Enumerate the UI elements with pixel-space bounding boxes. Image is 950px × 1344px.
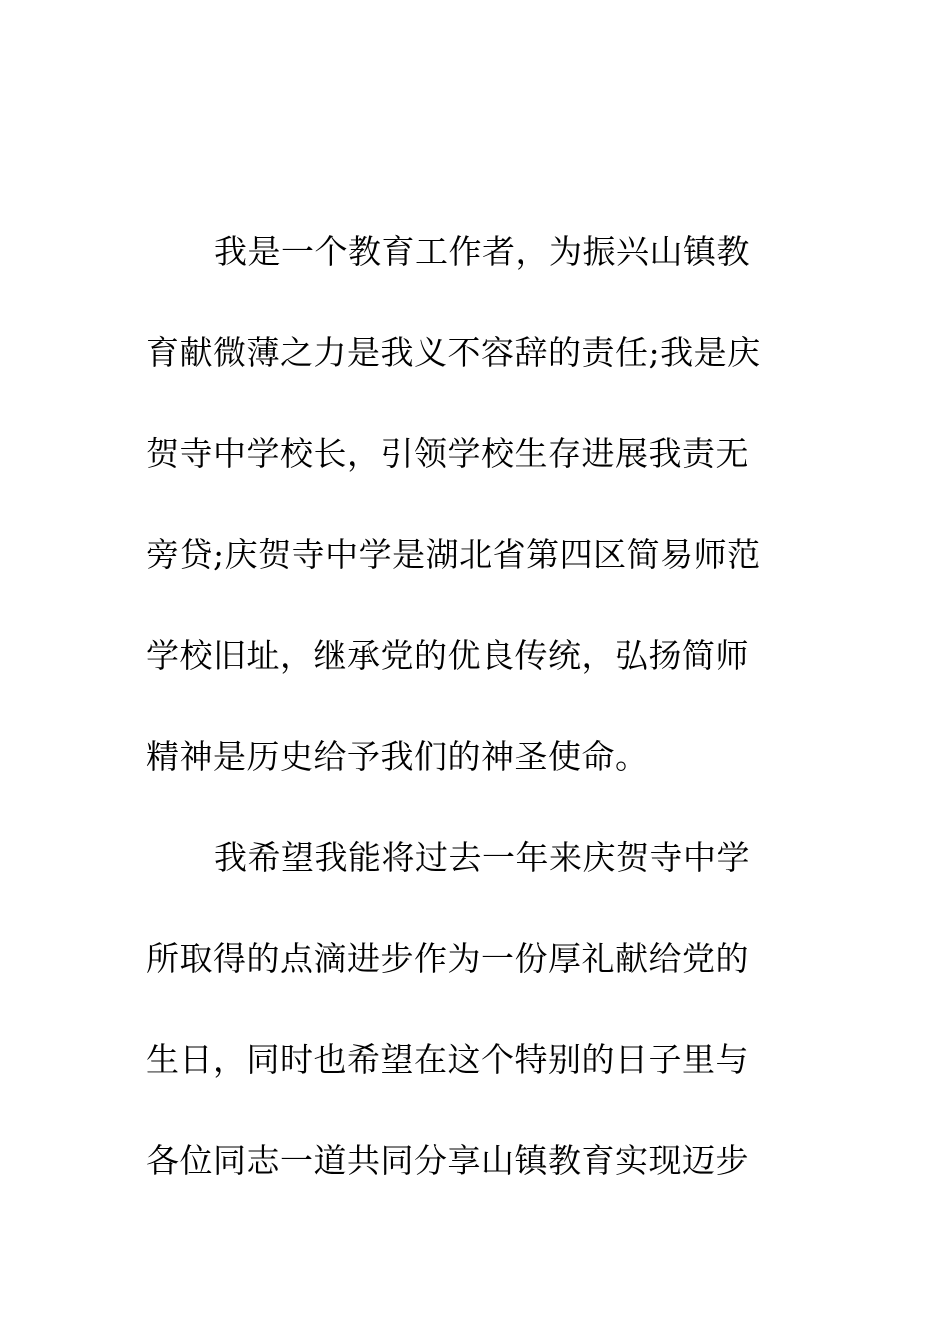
paragraph-2-line-1: 我希望我能将过去一年来庆贺寺中学: [214, 838, 750, 877]
paragraph-1-line-4: 旁贷;庆贺寺中学是湖北省第四区简易师范: [146, 535, 761, 574]
paragraph-1-line-5: 学校旧址，继承党的优良传统，弘扬简师: [146, 636, 749, 675]
paragraph-2-line-4: 各位同志一道共同分享山镇教育实现迈步: [146, 1141, 749, 1180]
paragraph-1-line-1: 我是一个教育工作者，为振兴山镇教: [214, 232, 750, 271]
paragraph-2-line-3: 生日，同时也希望在这个特别的日子里与: [146, 1040, 749, 1079]
paragraph-1-line-3: 贺寺中学校长，引领学校生存进展我责无: [146, 434, 749, 473]
paragraph-1-line-6: 精神是历史给予我们的神圣使命。: [146, 737, 649, 776]
paragraph-2-line-2: 所取得的点滴进步作为一份厚礼献给党的: [146, 939, 749, 978]
paragraph-1-line-2: 育献微薄之力是我义不容辞的责任;我是庆: [146, 333, 761, 372]
body-text: [146, 222, 806, 1232]
